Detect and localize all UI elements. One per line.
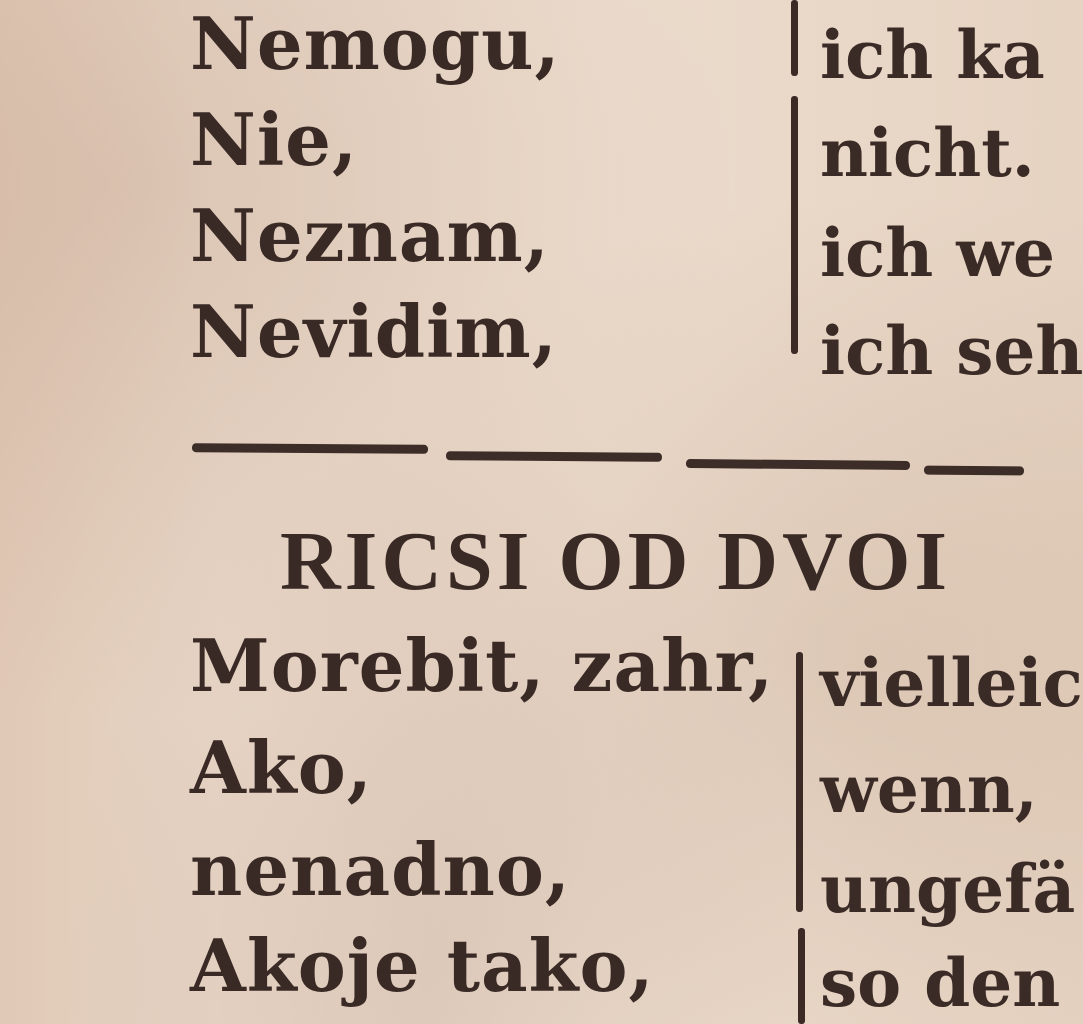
term-entry: Ako, bbox=[190, 725, 373, 810]
top-translation-column bbox=[820, 0, 1083, 420]
term-entry: nenadno, bbox=[190, 827, 571, 912]
column-divider bbox=[791, 0, 798, 76]
term-entry: Nie, bbox=[190, 97, 359, 182]
bottom-term-column bbox=[190, 620, 775, 1024]
section-rule bbox=[446, 451, 662, 462]
column-divider bbox=[798, 928, 805, 1024]
term-entry: Neznam, bbox=[190, 193, 550, 278]
section-rule bbox=[924, 466, 1024, 476]
term-entry: Nevidim, bbox=[190, 289, 558, 374]
term-entry: Nemogu, bbox=[190, 1, 561, 86]
translation-entry: so den bbox=[820, 944, 1061, 1022]
bottom-translation-column bbox=[820, 620, 1083, 1024]
term-entry: Morebit, zahr, bbox=[190, 623, 775, 708]
term-entry: Akoje tako, bbox=[190, 923, 655, 1008]
section-heading: RICSI OD DVOI bbox=[280, 515, 952, 608]
translation-entry: ich seh bbox=[820, 312, 1083, 390]
column-divider bbox=[796, 652, 803, 912]
translation-entry: ungefä bbox=[820, 850, 1076, 928]
translation-entry: ich we bbox=[820, 214, 1056, 292]
translation-entry: nicht. bbox=[820, 114, 1035, 192]
translation-entry: ich ka bbox=[820, 16, 1045, 94]
top-term-column bbox=[190, 0, 770, 420]
translation-entry: wenn, bbox=[820, 750, 1038, 828]
section-rule bbox=[686, 459, 910, 470]
column-divider bbox=[791, 96, 798, 354]
translation-entry: vielleic bbox=[820, 644, 1083, 722]
section-rule bbox=[192, 443, 428, 454]
